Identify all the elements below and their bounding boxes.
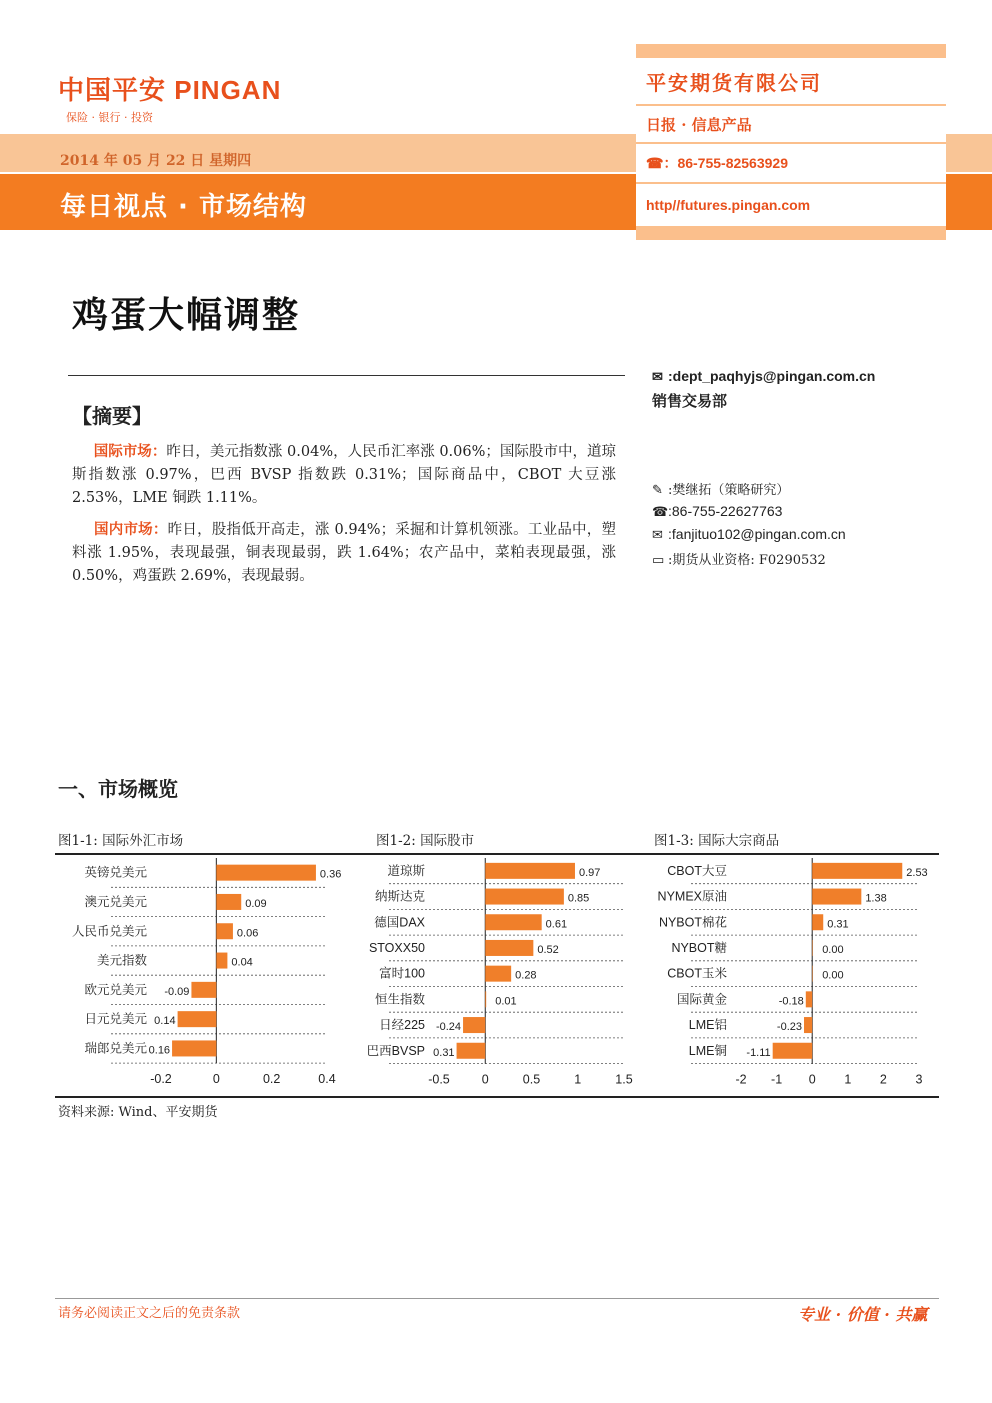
footer-rule (55, 1298, 939, 1299)
mail-icon: ✉ (652, 369, 663, 384)
analyst-phone (652, 503, 782, 520)
data-label: 0.85 (567, 892, 590, 905)
tick-label: 0 (808, 1072, 816, 1087)
bar (191, 982, 216, 998)
bar (216, 953, 227, 969)
data-label: 0.09 (245, 897, 267, 910)
bar (485, 863, 575, 879)
tick-label: 0 (212, 1072, 220, 1087)
bar (812, 914, 823, 930)
disclaimer-note: 请务必阅读正文之后的免责条款 (58, 1306, 241, 1321)
bar (457, 1043, 486, 1059)
tick-label: -0.2 (150, 1072, 172, 1087)
fx-chart (55, 856, 345, 1092)
stock-chart (345, 856, 635, 1092)
fig2-label: 图1-2: 国际股市 (376, 833, 475, 849)
data-label: -0.23 (776, 1021, 803, 1034)
data-label: 0.28 (515, 969, 537, 982)
figure-top-rule (55, 853, 939, 855)
pingan-logo (58, 70, 281, 125)
tick-label: 1 (844, 1072, 852, 1087)
bar (178, 1011, 217, 1027)
tick-label: 0.4 (318, 1072, 336, 1087)
data-label: 0.97 (578, 866, 601, 879)
pen-icon: ✎ (652, 483, 663, 498)
logo-text: 中国平安 PINGAN (58, 75, 282, 105)
category-label: 日经225 (379, 1018, 425, 1033)
bar (485, 966, 511, 982)
fig1-label: 图1-1: 国际外汇市场 (58, 833, 184, 849)
intl-lead: 国际市场： (93, 444, 167, 460)
analyst-email-text: :fanjituo102@pingan.com.cn (668, 526, 846, 542)
bar (812, 940, 813, 956)
bar (812, 889, 861, 905)
data-label: 0.52 (537, 943, 559, 956)
data-label: -0.09 (164, 985, 190, 998)
data-label: 0.14 (154, 1015, 176, 1028)
category-label: CBOT玉米 (667, 966, 727, 981)
category-label: LME铝 (688, 1018, 727, 1033)
tick-label: -0.5 (428, 1072, 450, 1087)
domestic-body: 昨日，股指低开高走，涨 0.94%；采掘和计算机领涨。工业品中，塑料涨 1.95%，表现最强，铜表现最弱，跌 1.64%；农产品中，菜粕表现最强，涨 0.50%，鸡蛋跌 2.69%，表现最弱。 (72, 522, 617, 584)
bar (773, 1043, 813, 1059)
logo-tagline: 保险 · 银行 · 投资 (66, 111, 153, 124)
bar (216, 923, 233, 939)
category-label: 瑞郎兑美元 (84, 1041, 147, 1056)
report-type: 日报 · 信息产品 (636, 106, 946, 144)
analyst (652, 479, 789, 498)
mail-icon: ✉ (652, 527, 663, 542)
category-label: 英镑兑美元 (84, 865, 147, 880)
bar (485, 940, 533, 956)
category-label: 巴西BVSP (366, 1043, 425, 1058)
data-label: -1.11 (746, 1046, 771, 1059)
data-label: 0.00 (822, 969, 844, 982)
data-label: -0.24 (435, 1021, 462, 1034)
tick-label: 2 (879, 1072, 887, 1087)
company-phone: ☎：86-755-82563929 (636, 144, 946, 184)
analyst-phone-text: :86-755-22627763 (668, 503, 783, 519)
data-label: 0.06 (236, 927, 259, 940)
data-source: 资料来源: Wind、平安期货 (58, 1105, 218, 1120)
report-date: 2014 年 05 月 22 日 星期四 (60, 153, 252, 169)
abstract-international (72, 441, 616, 510)
tick-label: 1 (574, 1072, 582, 1087)
tick-label: -2 (735, 1072, 747, 1087)
tick-label: 0 (481, 1072, 489, 1087)
category-label: 澳元兑美元 (84, 894, 147, 909)
panel-bottom-bar (636, 228, 946, 240)
domestic-lead: 国内市场： (93, 522, 168, 538)
category-label: 富时100 (379, 966, 425, 981)
tick-label: -1 (771, 1072, 783, 1087)
company-url[interactable]: http//futures.pingan.com (636, 184, 946, 228)
category-label: 恒生指数 (374, 992, 425, 1007)
report-title: 鸡蛋大幅调整 (72, 295, 301, 336)
data-label: -0.18 (778, 995, 804, 1008)
data-label: 0.01 (495, 995, 517, 1008)
bar (172, 1040, 216, 1056)
data-label: 0.04 (231, 956, 253, 969)
bar (804, 1017, 812, 1033)
company-panel (636, 44, 946, 240)
commodity-chart (635, 856, 939, 1092)
category-label: STOXX50 (368, 940, 425, 955)
section-market-overview: 一、市场概览 (58, 777, 178, 801)
dept-name: 销售交易部 (652, 392, 728, 410)
tick-label: 3 (915, 1072, 923, 1087)
category-label: CBOT大豆 (667, 863, 727, 878)
panel-top-bar (636, 44, 946, 58)
category-label: 日元兑美元 (84, 1012, 147, 1027)
bar (485, 991, 486, 1007)
data-label: 0.31 (433, 1046, 455, 1059)
bar (485, 889, 564, 905)
bar (216, 894, 241, 910)
data-label: 1.38 (865, 892, 887, 905)
section-title: 每日视点 · 市场结构 (60, 192, 307, 222)
analyst-email[interactable] (652, 526, 846, 543)
slogan: 专业 · 价值 · 共赢 (798, 1305, 928, 1324)
data-label: 0.00 (822, 943, 844, 956)
bar (463, 1017, 485, 1033)
tick-label: 1.5 (615, 1072, 633, 1087)
phone-icon: ☎ (652, 504, 669, 519)
tick-label: 0.5 (522, 1072, 541, 1087)
fig3-label: 图1-3: 国际大宗商品 (654, 833, 780, 849)
abstract-domestic (72, 519, 616, 588)
bar (216, 865, 316, 881)
category-label: 国际黄金 (676, 992, 727, 1007)
intl-body: 昨日，美元指数涨 0.04%，人民币汇率涨 0.06%；国际股市中，道琼斯指数涨 0.97%，巴西 BVSP 指数跌 0.31%；国际商品中，CBOT 大豆涨 2.53%，LME 铜跌 1.11%。 (72, 444, 617, 506)
abstract-heading: 【摘要】 (72, 404, 152, 428)
dept-email-text: :dept_paqhyjs@pingan.com.cn (668, 368, 876, 384)
title-divider (68, 375, 625, 376)
dept-email[interactable] (652, 368, 875, 385)
category-label: 德国DAX (374, 915, 425, 930)
bar (806, 991, 812, 1007)
book-icon: ▭ (652, 553, 665, 568)
bar (812, 863, 902, 879)
bar (485, 914, 541, 930)
tick-label: 0.2 (262, 1072, 281, 1087)
category-label: 道琼斯 (387, 863, 425, 878)
category-label: 人民币兑美元 (71, 924, 147, 939)
figure-bottom-rule (55, 1096, 939, 1098)
category-label: LME铜 (688, 1043, 727, 1058)
header-right-strip (946, 134, 992, 230)
data-label: 0.31 (827, 918, 849, 931)
category-label: 美元指数 (96, 953, 147, 968)
certificate-text: :期货从业资格: F0290532 (668, 553, 826, 568)
bar (812, 966, 813, 982)
data-label: 2.53 (906, 866, 928, 879)
analyst-text: :樊继拓（策略研究） (668, 483, 790, 498)
category-label: NYBOT糖 (671, 940, 727, 955)
data-label: 0.61 (545, 918, 568, 931)
data-label: 0.36 (319, 868, 342, 881)
category-label: 欧元兑美元 (84, 982, 147, 997)
category-label: 纳斯达克 (374, 889, 425, 904)
category-label: NYMEX原油 (657, 889, 727, 904)
data-label: 0.16 (148, 1044, 171, 1057)
analyst-certificate (652, 549, 826, 568)
category-label: NYBOT棉花 (658, 915, 727, 930)
company-name: 平安期货有限公司 (636, 58, 946, 106)
